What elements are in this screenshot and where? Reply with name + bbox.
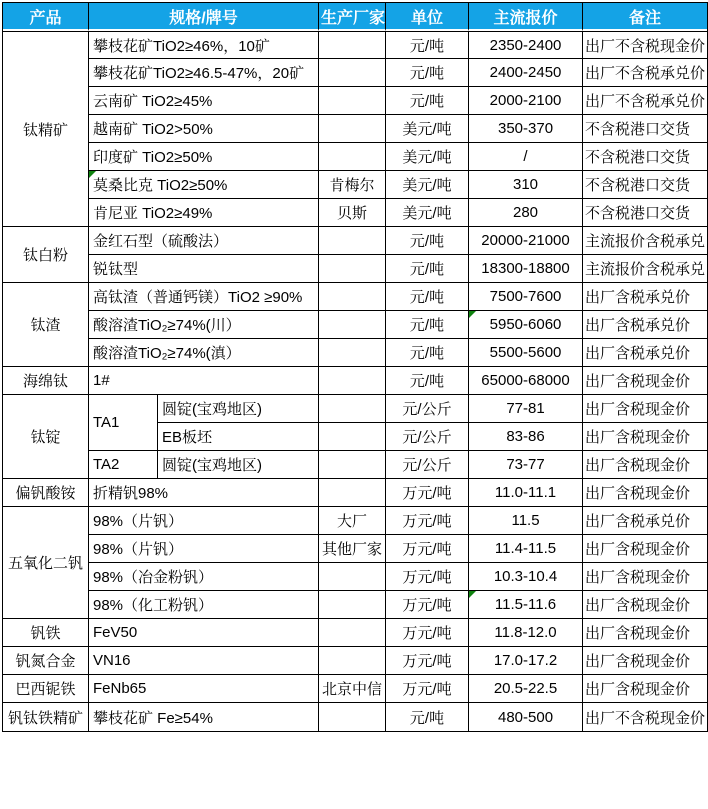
price-cell: 83-86 [469, 423, 583, 451]
comment-flag-icon [89, 171, 96, 178]
product-cell: 钒铁 [3, 619, 89, 647]
table-row [3, 227, 707, 255]
commodity-price-table [2, 2, 708, 732]
note-cell: 出厂含税现金价 [583, 479, 707, 507]
unit-cell: 美元/吨 [386, 143, 469, 171]
spec-cell: 98%（冶金粉钒） [89, 563, 319, 591]
price-cell: 20000-21000 [469, 227, 583, 255]
unit-cell: 万元/吨 [386, 675, 469, 703]
price-cell: 2350-2400 [469, 31, 583, 59]
spec-cell: 98%（片钒） [89, 535, 319, 563]
note-cell: 不含税港口交货 [583, 171, 707, 199]
table-row [3, 171, 707, 199]
table-row [3, 311, 707, 339]
table-row [3, 283, 707, 311]
spec-cell [89, 171, 319, 199]
maker-cell [319, 451, 386, 479]
note-cell: 出厂含税承兑价 [583, 311, 707, 339]
table-header [3, 3, 707, 31]
unit-cell: 元/吨 [386, 283, 469, 311]
note-cell: 出厂不含税现金价 [585, 709, 706, 727]
col-header-spec: 规格/牌号 [89, 3, 319, 31]
unit-cell: 元/吨 [386, 87, 469, 115]
unit-cell: 美元/吨 [386, 199, 469, 227]
table-row [3, 479, 707, 507]
maker-cell [319, 395, 386, 423]
unit-cell: 万元/吨 [386, 591, 469, 619]
maker-cell [319, 591, 386, 619]
spec-cell: 折精钒98% [89, 479, 319, 507]
note-cell: 出厂含税现金价 [583, 423, 707, 451]
table-row [3, 675, 707, 703]
unit-cell: 元/吨 [386, 59, 469, 87]
unit-cell: 万元/吨 [386, 507, 469, 535]
table-row [3, 647, 707, 675]
price-cell: 480-500 [469, 703, 583, 731]
unit-cell: 元/公斤 [386, 423, 469, 451]
product-cell: 钒氮合金 [3, 647, 89, 675]
spec-cell: 越南矿 TiO2>50% [89, 115, 319, 143]
col-header-note: 备注 [583, 3, 707, 31]
price-cell: 7500-7600 [469, 283, 583, 311]
table-row [3, 563, 707, 591]
spec-cell: 攀枝花矿 Fe≥54% [89, 703, 319, 731]
spec-cell: 锐钛型 [89, 255, 319, 283]
price-cell: 2000-2100 [469, 87, 583, 115]
spec-cell: 印度矿 TiO2≥50% [89, 143, 319, 171]
note-cell: 出厂含税现金价 [583, 647, 707, 675]
unit-cell: 万元/吨 [386, 479, 469, 507]
price-cell: / [469, 143, 583, 171]
spec-text: 莫桑比克 TiO2≥50% [93, 177, 228, 194]
table-row [3, 59, 707, 87]
product-cell: 钛精矿 [3, 31, 89, 227]
price-cell: 18300-18800 [469, 255, 583, 283]
maker-cell [319, 227, 386, 255]
price-cell: 11.4-11.5 [469, 535, 583, 563]
form-cell: 圆锭(宝鸡地区) [158, 451, 319, 479]
maker-cell: 肯梅尔 [319, 171, 386, 199]
unit-cell: 元/公斤 [386, 451, 469, 479]
unit-cell: 元/吨 [386, 227, 469, 255]
spec-cell: VN16 [89, 647, 319, 675]
price-cell [469, 591, 583, 619]
spec-cell: 攀枝花矿TiO2≥46.5-47%，20矿 [89, 59, 319, 87]
spec-cell: 肯尼亚 TiO2≥49% [89, 199, 319, 227]
price-text: 11.5-11.6 [494, 596, 557, 613]
spec-cell: 98%（化工粉钒） [89, 591, 319, 619]
table-row [3, 143, 707, 171]
table-row [3, 395, 707, 423]
unit-cell: 万元/吨 [386, 619, 469, 647]
price-cell [469, 311, 583, 339]
price-cell: 11.5 [469, 507, 583, 535]
price-cell: 280 [469, 199, 583, 227]
unit-cell: 美元/吨 [386, 171, 469, 199]
note-cell: 主流报价含税承兑 [583, 255, 707, 283]
table-row [3, 451, 707, 479]
maker-cell [319, 283, 386, 311]
maker-cell: 大厂 [319, 507, 386, 535]
maker-cell [319, 311, 386, 339]
note-cell: 出厂含税承兑价 [583, 339, 707, 367]
unit-cell: 万元/吨 [386, 563, 469, 591]
table-row [3, 199, 707, 227]
unit-cell: 元/吨 [386, 339, 469, 367]
grade-cell: TA1 [89, 395, 158, 451]
maker-cell: 北京中信 [319, 675, 386, 703]
note-cell: 出厂含税现金价 [583, 591, 707, 619]
spec-cell: FeV50 [89, 619, 319, 647]
form-cell: EB板坯 [158, 423, 319, 451]
price-cell: 65000-68000 [469, 367, 583, 395]
table-row [3, 507, 707, 535]
table-row [3, 367, 707, 395]
price-cell: 11.0-11.1 [469, 479, 583, 507]
note-cell: 不含税港口交货 [583, 199, 707, 227]
product-cell: 偏钒酸铵 [3, 479, 89, 507]
spec-cell: 攀枝花矿TiO2≥46%，10矿 [89, 31, 319, 59]
table-row [3, 31, 707, 59]
unit-cell: 万元/吨 [386, 535, 469, 563]
maker-cell [319, 31, 386, 59]
table-row [3, 115, 707, 143]
table-body [3, 31, 707, 731]
product-cell: 钛锭 [3, 395, 89, 479]
note-cell: 出厂含税现金价 [583, 535, 707, 563]
table-row [3, 591, 707, 619]
price-cell: 17.0-17.2 [469, 647, 583, 675]
col-header-price: 主流报价 [469, 3, 583, 31]
spec-cell: 云南矿 TiO2≥45% [89, 87, 319, 115]
price-cell: 310 [469, 171, 583, 199]
note-cell: 出厂含税现金价 [583, 367, 707, 395]
note-cell: 出厂含税承兑价 [583, 283, 707, 311]
note-cell: 不含税港口交货 [583, 143, 707, 171]
product-cell: 巴西铌铁 [3, 675, 89, 703]
unit-cell: 元/吨 [386, 703, 469, 731]
unit-cell: 元/吨 [386, 255, 469, 283]
col-header-unit: 单位 [386, 3, 469, 31]
product-cell: 钒钛铁精矿 [3, 703, 89, 731]
price-cell: 73-77 [469, 451, 583, 479]
spec-cell: 酸溶渣TiO₂≥74%(川） [89, 311, 319, 339]
spec-cell: FeNb65 [89, 675, 319, 703]
unit-cell: 元/公斤 [386, 395, 469, 423]
unit-cell: 元/吨 [386, 367, 469, 395]
table-row [3, 339, 707, 367]
note-cell: 出厂不含税现金价 [583, 31, 707, 59]
maker-cell [319, 115, 386, 143]
table-row [3, 87, 707, 115]
price-text: 5950-6060 [489, 316, 562, 333]
maker-cell [319, 339, 386, 367]
maker-cell [319, 703, 386, 731]
unit-cell: 元/吨 [386, 311, 469, 339]
note-cell: 出厂不含税承兑价 [583, 87, 707, 115]
table-row [3, 619, 707, 647]
header-row [3, 3, 707, 31]
note-cell: 出厂含税现金价 [583, 619, 707, 647]
maker-cell [319, 87, 386, 115]
note-cell: 出厂含税现金价 [583, 675, 707, 703]
note-cell: 出厂含税现金价 [583, 563, 707, 591]
table-row [3, 255, 707, 283]
comment-flag-icon [469, 311, 476, 318]
price-table [2, 2, 708, 732]
product-cell: 钛渣 [3, 283, 89, 367]
maker-cell [319, 367, 386, 395]
table-row [3, 703, 707, 731]
note-cell: 出厂含税现金价 [583, 395, 707, 423]
comment-flag-icon [469, 591, 476, 598]
unit-cell: 元/吨 [386, 31, 469, 59]
maker-cell [319, 59, 386, 87]
price-cell: 350-370 [469, 115, 583, 143]
price-cell: 20.5-22.5 [469, 675, 583, 703]
product-cell: 海绵钛 [3, 367, 89, 395]
maker-cell [319, 479, 386, 507]
spec-cell: 1# [89, 367, 319, 395]
grade-cell: TA2 [89, 451, 158, 479]
note-cell: 出厂含税现金价 [583, 451, 707, 479]
note-cell: 不含税港口交货 [583, 115, 707, 143]
product-cell: 钛白粉 [3, 227, 89, 283]
col-header-maker: 生产厂家 [319, 3, 386, 31]
maker-cell: 其他厂家 [319, 535, 386, 563]
maker-cell [319, 423, 386, 451]
unit-cell: 美元/吨 [386, 115, 469, 143]
spec-cell: 98%（片钒） [89, 507, 319, 535]
spec-cell: 金红石型（硫酸法） [89, 227, 319, 255]
maker-cell [319, 619, 386, 647]
col-header-product: 产品 [3, 3, 89, 31]
maker-cell [319, 563, 386, 591]
price-cell: 11.8-12.0 [469, 619, 583, 647]
maker-cell [319, 143, 386, 171]
note-cell: 主流报价含税承兑 [583, 227, 707, 255]
table-row [3, 535, 707, 563]
maker-cell [319, 647, 386, 675]
price-cell: 5500-5600 [469, 339, 583, 367]
maker-cell: 贝斯 [319, 199, 386, 227]
maker-cell [319, 255, 386, 283]
note-cell: 出厂不含税承兑价 [583, 59, 707, 87]
product-cell: 五氧化二钒 [3, 507, 89, 619]
price-cell: 77-81 [469, 395, 583, 423]
spec-cell: 高钛渣（普通钙镁）TiO2 ≥90% [89, 283, 319, 311]
note-cell: 出厂含税承兑价 [583, 507, 707, 535]
price-cell: 10.3-10.4 [469, 563, 583, 591]
price-cell: 2400-2450 [469, 59, 583, 87]
unit-cell: 万元/吨 [386, 647, 469, 675]
form-cell: 圆锭(宝鸡地区) [158, 395, 319, 423]
spec-cell: 酸溶渣TiO₂≥74%(滇） [89, 339, 319, 367]
